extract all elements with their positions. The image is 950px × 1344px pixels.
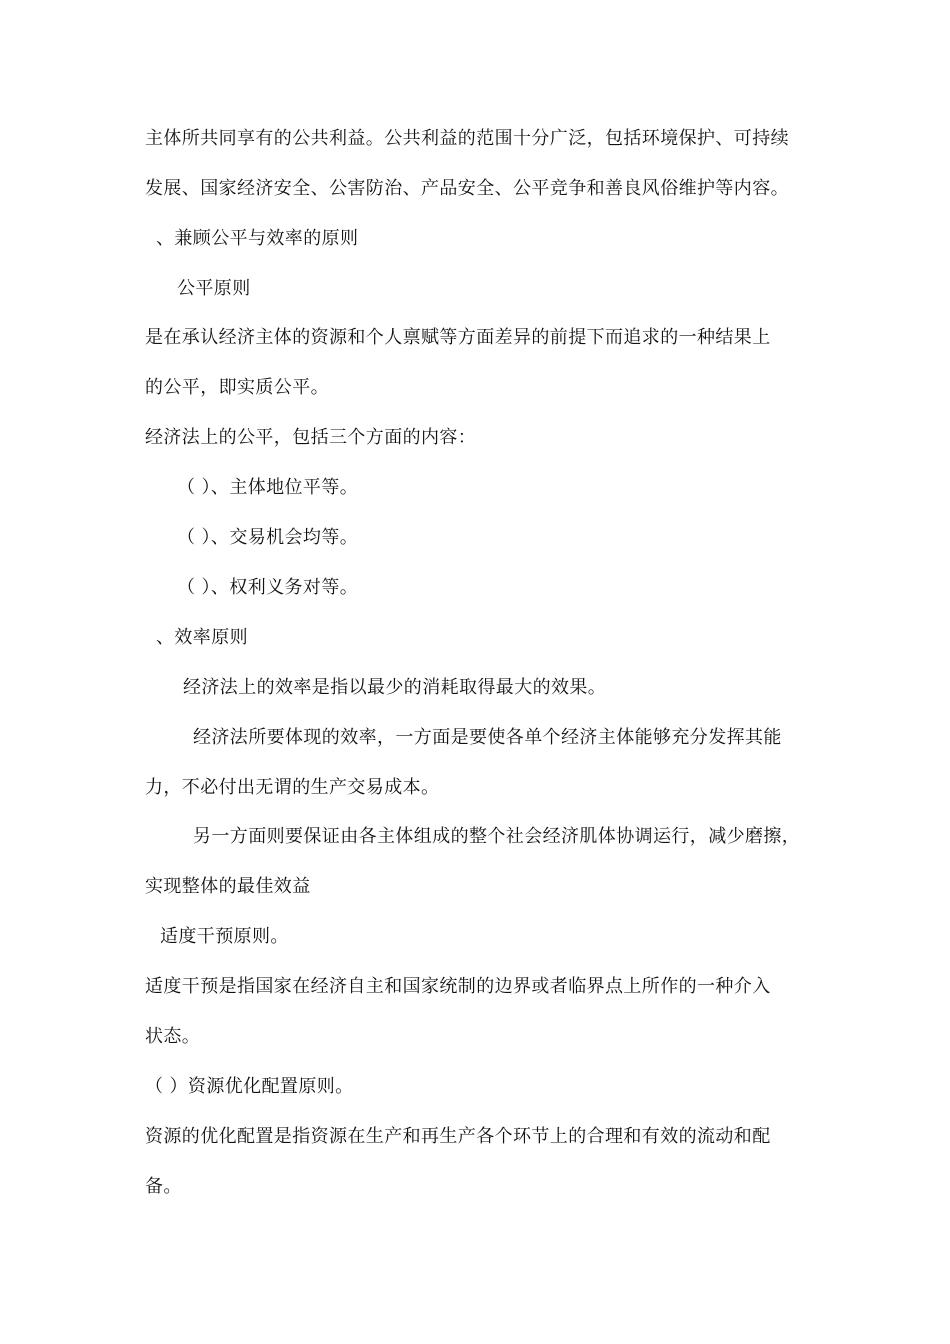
paragraph-line: 的公平，即实质公平。 — [145, 377, 329, 398]
list-item: （ ）、权利义务对等。 — [177, 577, 359, 598]
paragraph-line: 力，不必付出无谓的生产交易成本。 — [145, 777, 440, 798]
section-heading: 、兼顾公平与效率的原则 — [156, 228, 359, 249]
paragraph-line: 经济法上的公平，包括三个方面的内容： — [145, 427, 477, 448]
section-heading: （ ）资源优化配置原则。 — [145, 1076, 354, 1097]
paragraph-line: 状态。 — [145, 1026, 201, 1047]
list-item: （ ）、主体地位平等。 — [177, 477, 359, 498]
list-item: （ ）、交易机会均等。 — [177, 527, 359, 548]
paragraph-line: 经济法所要体现的效率，一方面是要使各单个经济主体能够充分发挥其能 — [193, 727, 782, 748]
paragraph-line: 发展、国家经济安全、公害防治、产品安全、公平竞争和善良风俗维护等内容。 — [145, 178, 789, 199]
paragraph-line: 资源的优化配置是指资源在生产和再生产各个环节上的合理和有效的流动和配 — [145, 1126, 771, 1147]
paragraph-line: 主体所共同享有的公共利益。公共利益的范围十分广泛，包括环境保护、可持续 — [145, 128, 789, 149]
paragraph-line: 另一方面则要保证由各主体组成的整个社会经济肌体协调运行，减少磨擦， — [193, 826, 801, 847]
subsection-heading: 公平原则 — [177, 278, 251, 299]
section-heading: 、效率原则 — [156, 627, 248, 648]
paragraph-line: 备。 — [145, 1176, 182, 1197]
paragraph-line: 实现整体的最佳效益 — [145, 876, 311, 897]
section-heading: 适度干预原则。 — [160, 926, 289, 947]
paragraph-line: 是在承认经济主体的资源和个人禀赋等方面差异的前提下而追求的一种结果上 — [145, 327, 771, 348]
paragraph-line: 适度干预是指国家在经济自主和国家统制的边界或者临界点上所作的一种介入 — [145, 976, 771, 997]
paragraph-line: 经济法上的效率是指以最少的消耗取得最大的效果。 — [183, 677, 607, 698]
